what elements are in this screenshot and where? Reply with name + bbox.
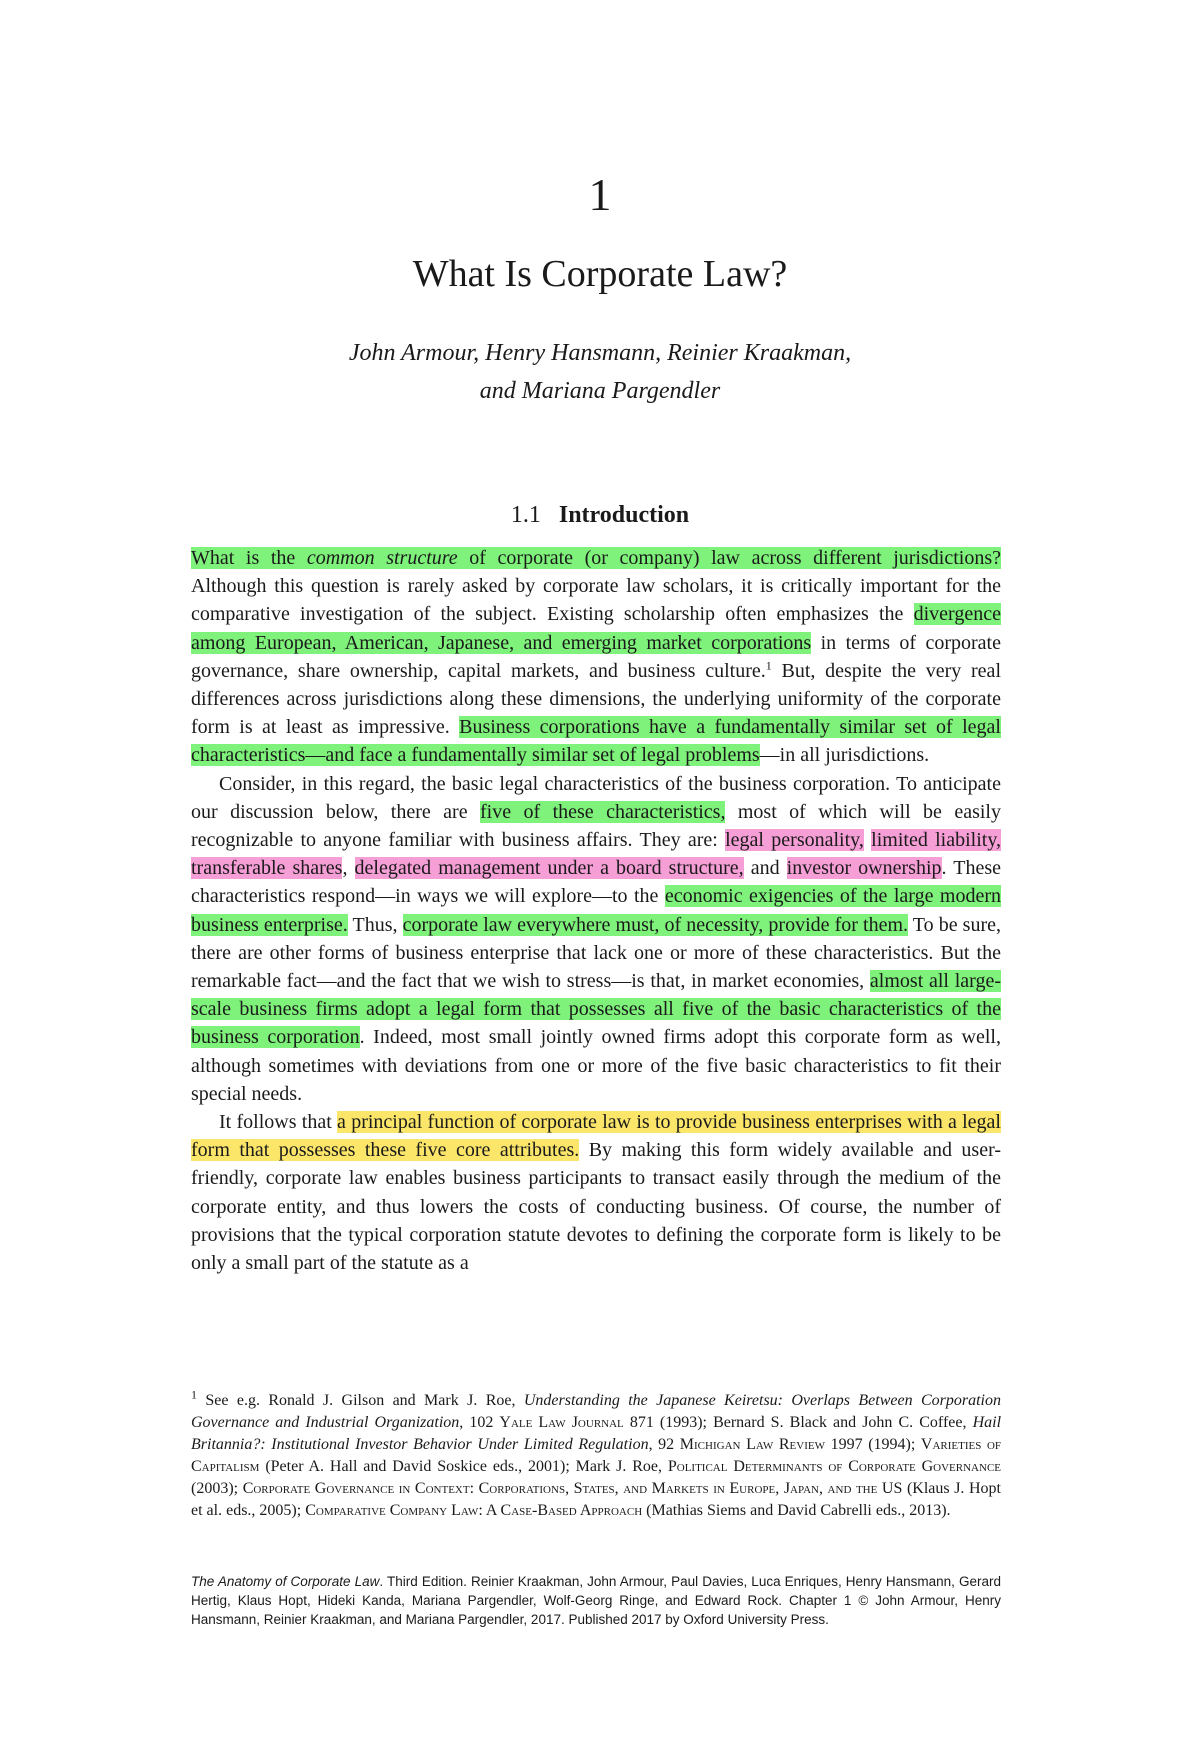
paragraph-1: What is the common structure of corporate (or company) law across different jurisdictions? Although this question is rarely asked by corporate law scholars, it is critically important for the comparative investigation of the subject. Existing scholarship often emphasizes the divergence among European, American, Japanese, and emerging market corporations in terms of corporate governance, share ownership, capital markets, and business culture.$^1$ But, despite the very real differences across jurisdictions along these dimensions, the underlying uniformity of the corporate form is at least as impressive. Business corporations have a fundamentally similar set of legal characteristics—and face a fundamentally similar set of legal problems—in all jurisdictions. [191,547,1001,767]
highlight-green: divergence among European, American, Japanese, and emerging market corporations [191,603,1001,654]
highlight-pink: legal personality, [725,829,864,852]
highlight-pink: delegated management under a board structure, [354,857,744,880]
paragraph-2: Consider, in this regard, the basic legal characteristics of the business corporation. To anticipate our discussion below, there are five of these characteristics, most of which will be easily recognizable to anyone familiar with business affairs. They are: legal personality, limited liability, transferable shares, delegated management under a board structure, and investor ownership. These characteristics respond—in ways we will explore—to the economic exigencies of the large modern business enterprise. Thus, corporate law everywhere must, of necessity, provide for them. To be sure, there are other forms of business enterprise that lack one or more of these characteristics. But the remarkable fact—and the fact that we wish to stress—is that, in market economies, almost all large-scale business firms adopt a legal form that possesses all five of the basic characteristics of the business corporation. Indeed, most small jointly owned firms adopt this corporate form as well, although sometimes with deviations from one or more of the five basic characteristics to fit their special needs. [191,772,1002,1105]
paragraph-3: It follows that a principal function of corporate law is to provide business enterprises with a legal form that possesses these five core attributes. By making this form widely available and user-friendly, corporate law enables business participants to transact easily through the medium of the corporate entity, and thus lowers the costs of conducting business. Of course, the number of provisions that the typical corporation statute devotes to defining the corporate form is likely to be only a small part of the statute as a [191,1111,1002,1275]
highlight-pink: limited liability, [871,829,1002,852]
highlight-green: five of these characteristics, [480,800,726,823]
body-text [191,544,1001,1277]
footnote: $^1$ See e.g. Ronald J. Gilson and Mark J. Roe, Understanding the Japanese Keiretsu: Overlaps Between Corporation Governance and Industrial Organization, 102 Yale Law Journal 871 (1993); Bernard S. Black and John C. Coffee, Hail Britannia?: Institutional Investor Behavior Under Limited Regulation, 92 Michigan Law Review 1997 (1994); Varieties of Capitalism (Peter A. Hall and David Soskice eds., 2001); Mark J. Roe, Political Determinants of Corporate Governance (2003); Corporate Governance in Context: Corporations, States, and Markets in Europe, Japan, and the US (Klaus J. Hopt et al. eds., 2005); Comparative Company Law: A Case-Based Approach (Mathias Siems and David Cabrelli eds., 2013). [191,1387,1002,1519]
highlight-green: What is the common structure of corporate (or company) law across different jurisdictions? [191,547,1001,569]
highlight-pink: transferable shares [191,857,343,880]
highlight-green: economic exigencies of the large modern business enterprise. [191,885,1001,936]
section-heading [0,500,1200,530]
highlight-yellow: a principal function of corporate law is to provide business enterprises with a legal form that possesses these five core attributes. [191,1111,1001,1162]
footnote-reference[interactable]: 1 [765,658,772,673]
authors-line-2: and Mariana Pargendler [479,378,721,404]
chapter-number: 1 [588,169,612,220]
publication-credits: The Anatomy of Corporate Law. Third Edition. Reinier Kraakman, John Armour, Paul Davies, Luca Enriques, Henry Hansmann, Gerard Hertig, Klaus Hopt, Hideki Kanda, Mariana Pargendler, Wolf-Georg Ringe, and Edward Rock. Chapter 1 © John Armour, Henry Hansmann, Reinier Kraakman, and Mariana Pargendler, 2017. Published 2017 by Oxford University Press. [191,1574,1001,1627]
book-title: The Anatomy of Corporate Law [191,1574,380,1589]
chapter-authors [0,334,1200,410]
chapter-title: What Is Corporate Law? [412,253,788,295]
highlight-pink: investor ownership [786,857,942,880]
highlight-green: almost all large-scale business firms adopt a legal form that possesses all five of the basic characteristics of the business corporation [191,970,1002,1049]
footnote-marker: 1 [191,1387,197,1402]
highlight-green: Business corporations have a fundamentally similar set of legal characteristics—and face a fundamentally similar set of legal problems [191,716,1001,767]
emphasis-text: common structure [306,547,458,569]
highlight-green: corporate law everywhere must, of necessity, provide for them. [402,913,909,936]
section-number: 1.1 [510,502,541,528]
section-title: Introduction [558,502,690,528]
authors-line-1: John Armour, Henry Hansmann, Reinier Kraakman, [348,340,852,366]
